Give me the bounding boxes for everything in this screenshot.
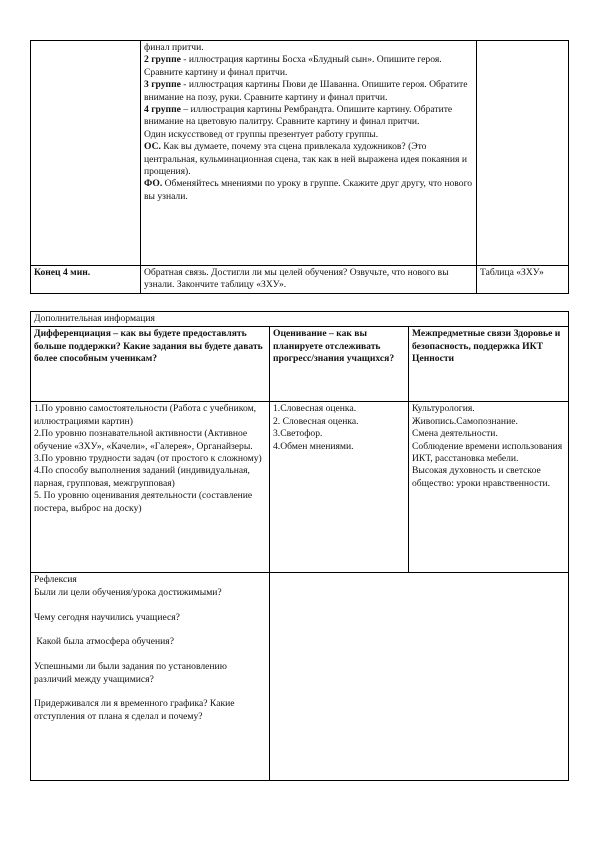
task-row	[31, 41, 569, 266]
stage-cell	[31, 41, 141, 266]
task-row	[31, 266, 569, 294]
list-item: 2.По уровню познавательной активности (Активное обучение «ЗХУ», «Качели», «Галерея», Органайзеры.	[34, 428, 253, 452]
additional-info-header: Дополнительная информация	[31, 312, 569, 327]
activity-line: 2 группе - иллюстрация картины Босха «Блудный сын». Опишите героя. Сравните картину и финал притчи.	[144, 54, 442, 78]
stage-cell	[31, 266, 141, 294]
list-item: 5. По уровню оценивания деятельности (составление постера, выброс на доску)	[34, 490, 253, 514]
reflection-question: Были ли цели обучения/урока достижимыми?	[34, 586, 222, 598]
list-item: 3.По уровню трудности задач (от простого к сложному)	[34, 453, 262, 465]
reflection-question: Придерживался ли я временного графика? Какие отступления от плана я сделал и почему?	[34, 698, 235, 722]
activity-line: 4 группе – иллюстрация картины Рембрандта. Опишите картину. Обратите внимание на цветовую палитру. Сравните картину и финал притчи.	[144, 104, 453, 128]
activity-line: Обратная связь. Достигли ли мы целей обучения? Озвучьте, что нового вы узнали. Закончите таблицу «ЗХУ».	[144, 267, 449, 291]
assessment-cell	[270, 402, 409, 573]
reflection-notes-cell	[270, 573, 569, 781]
list-item: 1.Словесная оценка.	[273, 403, 357, 415]
list-item: 4.Обмен мнениями.	[273, 440, 354, 452]
resource-cell	[477, 41, 569, 266]
lesson-stages-table	[30, 40, 569, 294]
activity-line: ФО. Обменяйтесь мнениями по уроку в группе. Скажите друг другу, что нового вы узнали.	[144, 178, 473, 202]
list-item: Высокая духовность и светское общество: уроки нравственности.	[412, 465, 551, 489]
activity-cell	[141, 266, 477, 294]
activity-line: ОС. Как вы думаете, почему эта сцена привлекала художников? (Это центральная, кульминационная сцена, так как в ней выражена идея покаяния и прощения).	[144, 141, 467, 178]
list-item: 3.Светофор.	[273, 428, 323, 440]
resource-text: Таблица «ЗХУ»	[480, 267, 544, 278]
list-item: Живопись.Самопознание.	[412, 415, 518, 427]
list-item: Соблюдение времени использования ИКТ, расстановка мебели.	[412, 440, 563, 465]
differentiation-header: Дифференциация – как вы будете предоставлять больше поддержки? Какие задания вы будете давать более способным ученикам?	[31, 327, 270, 402]
differentiation-cell	[31, 402, 270, 573]
list-item: 2. Словесная оценка.	[273, 415, 359, 427]
reflection-cell	[31, 573, 270, 781]
activity-line: финал притчи.	[144, 42, 204, 53]
list-item: Культурология.	[412, 403, 475, 415]
reflection-title: Рефлексия	[34, 574, 77, 586]
activity-line: Один искусствовед от группы презентует работу группы.	[144, 128, 379, 140]
list-item: 1.По уровню самостоятельности (Работа с учебником, иллюстрациями картин)	[34, 403, 257, 427]
list-item: Смена деятельности.	[412, 428, 498, 440]
resource-cell	[477, 266, 569, 294]
reflection-question: Чему сегодня научились учащиеся?	[34, 611, 180, 623]
activity-cell	[141, 41, 477, 266]
cross-curricular-cell	[409, 402, 569, 573]
reflection-question: Какой была атмосфера обучения?	[34, 636, 174, 648]
cross-curricular-header: Межпредметные связи Здоровье и безопасность, поддержка ИКТ Ценности	[409, 327, 569, 402]
activity-line: 3 группе - иллюстрация картины Пюви де Шаванна. Опишите героя. Обратите внимание на позу, руки. Сравните картину и финал притчи.	[144, 79, 468, 103]
list-item: 4.По способу выполнения заданий (индивидуальная, парная, групповая, межгрупповая)	[34, 465, 250, 489]
assessment-header: Оценивание – как вы планируете отслеживать прогресс/знания учащихся?	[270, 327, 409, 402]
stage-title: Конец 4 мин.	[34, 267, 91, 278]
reflection-question: Успешными ли были задания по установлению различий между учащимися?	[34, 661, 227, 685]
additional-info-table	[30, 311, 569, 781]
